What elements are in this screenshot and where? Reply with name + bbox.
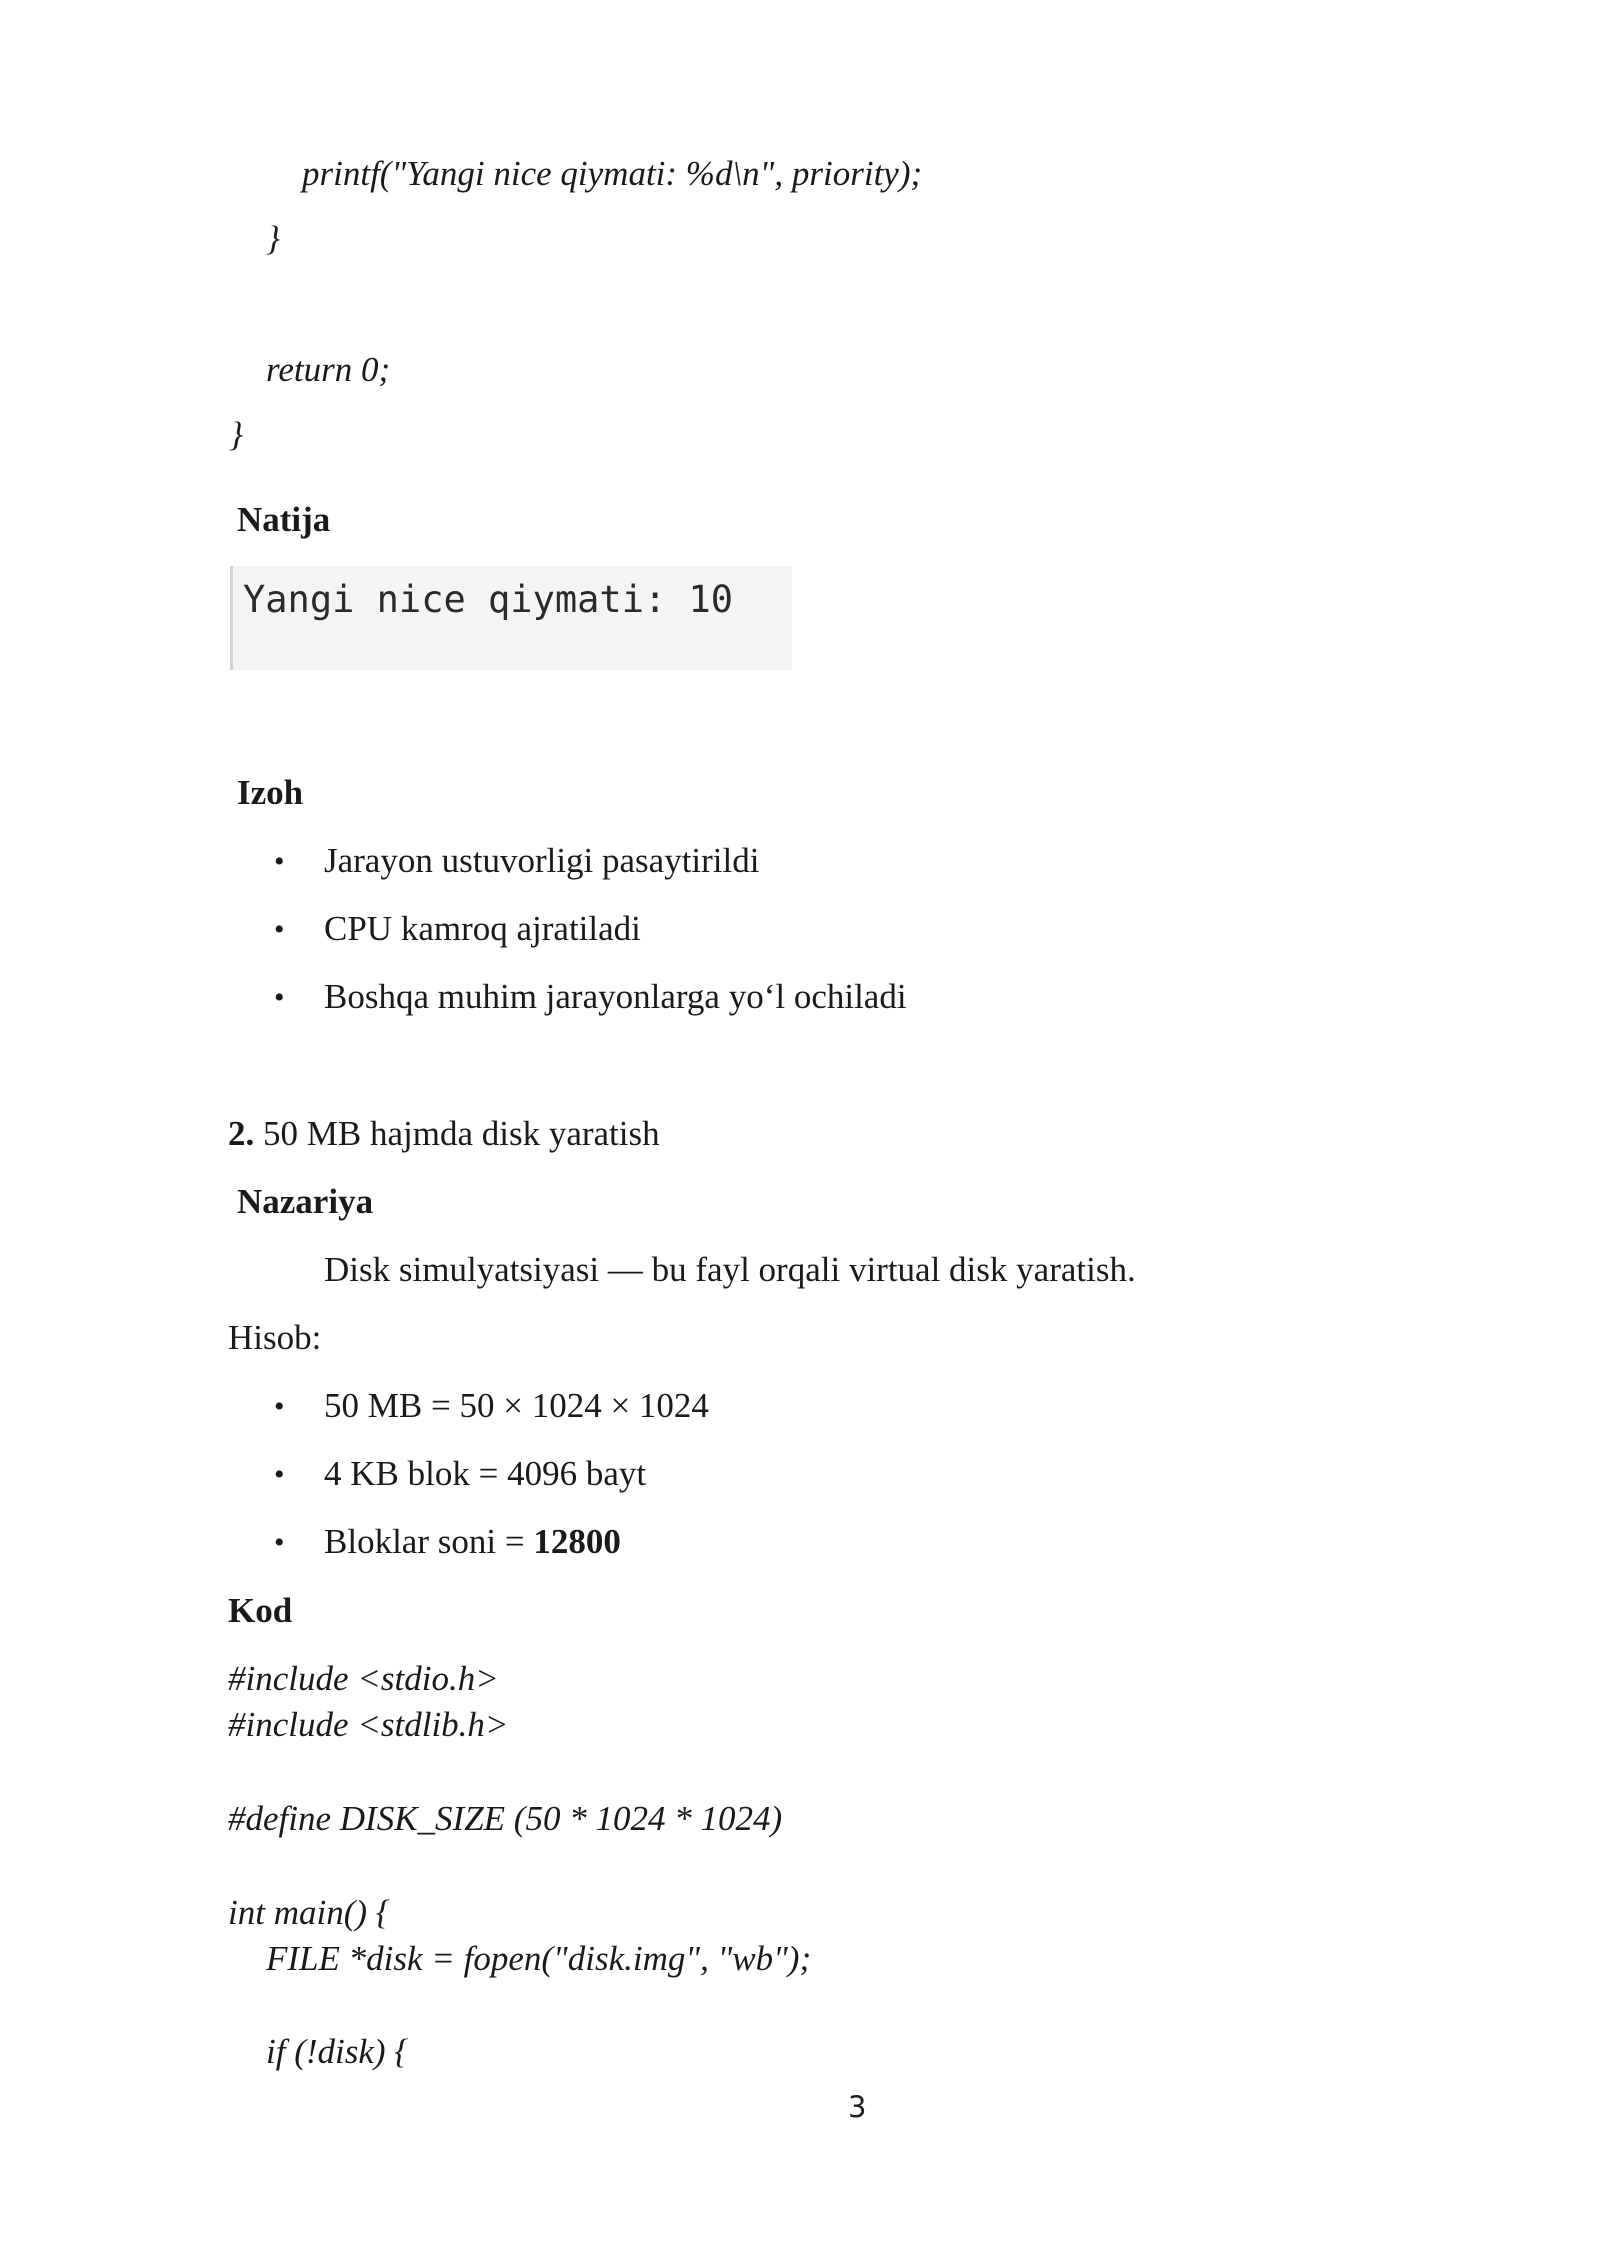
bloklar-label: Bloklar soni = bbox=[324, 1522, 534, 1561]
code-line-fopen: FILE *disk = fopen("disk.img", "wb"); bbox=[266, 1939, 812, 1978]
izoh-heading: Izoh bbox=[237, 773, 304, 812]
kod-heading: Kod bbox=[228, 1591, 293, 1630]
nazariya-heading: Nazariya bbox=[237, 1182, 374, 1221]
code-line-define: #define DISK_SIZE (50 * 1024 * 1024) bbox=[228, 1799, 783, 1838]
hisob-item-3 bbox=[324, 1520, 621, 1564]
code-line-include-stdlib: #include <stdlib.h> bbox=[228, 1705, 509, 1744]
section-title-text: 50 MB hajmda disk yaratish bbox=[263, 1114, 660, 1153]
bullet-icon: • bbox=[274, 981, 285, 1014]
code-line-main: int main() { bbox=[228, 1893, 390, 1932]
hisob-label: Hisob: bbox=[228, 1318, 322, 1357]
hisob-item-2: 4 KB blok = 4096 bayt bbox=[324, 1454, 647, 1493]
code-line-printf: printf("Yangi nice qiymati: %d\n", priority); bbox=[302, 154, 923, 193]
code-line-if: if (!disk) { bbox=[266, 2032, 409, 2071]
bullet-icon: • bbox=[274, 845, 285, 878]
izoh-item-1: Jarayon ustuvorligi pasaytirildi bbox=[324, 841, 760, 880]
natija-heading: Natija bbox=[237, 500, 331, 539]
page-number: 3 bbox=[848, 2090, 867, 2124]
nazariya-text: Disk simulyatsiyasi — bu fayl orqali virtual disk yaratish. bbox=[324, 1250, 1136, 1289]
section-2-title bbox=[228, 1112, 660, 1156]
izoh-item-3: Boshqa muhim jarayonlarga yo‘l ochiladi bbox=[324, 977, 907, 1016]
izoh-item-2: CPU kamroq ajratiladi bbox=[324, 909, 641, 948]
output-text: Yangi nice qiymati: 10 bbox=[243, 578, 734, 621]
hisob-item-1: 50 MB = 50 × 1024 × 1024 bbox=[324, 1386, 709, 1425]
code-line-return: return 0; bbox=[266, 350, 391, 389]
bullet-icon: • bbox=[274, 1526, 285, 1559]
section-number: 2. bbox=[228, 1114, 255, 1153]
code-line-include-stdio: #include <stdio.h> bbox=[228, 1659, 499, 1698]
bloklar-value: 12800 bbox=[533, 1522, 621, 1561]
bullet-icon: • bbox=[274, 913, 285, 946]
bullet-icon: • bbox=[274, 1458, 285, 1491]
output-box bbox=[230, 566, 792, 670]
code-line-close-brace: } bbox=[266, 219, 280, 258]
code-line-close-main: } bbox=[229, 415, 243, 454]
bullet-icon: • bbox=[274, 1390, 285, 1423]
